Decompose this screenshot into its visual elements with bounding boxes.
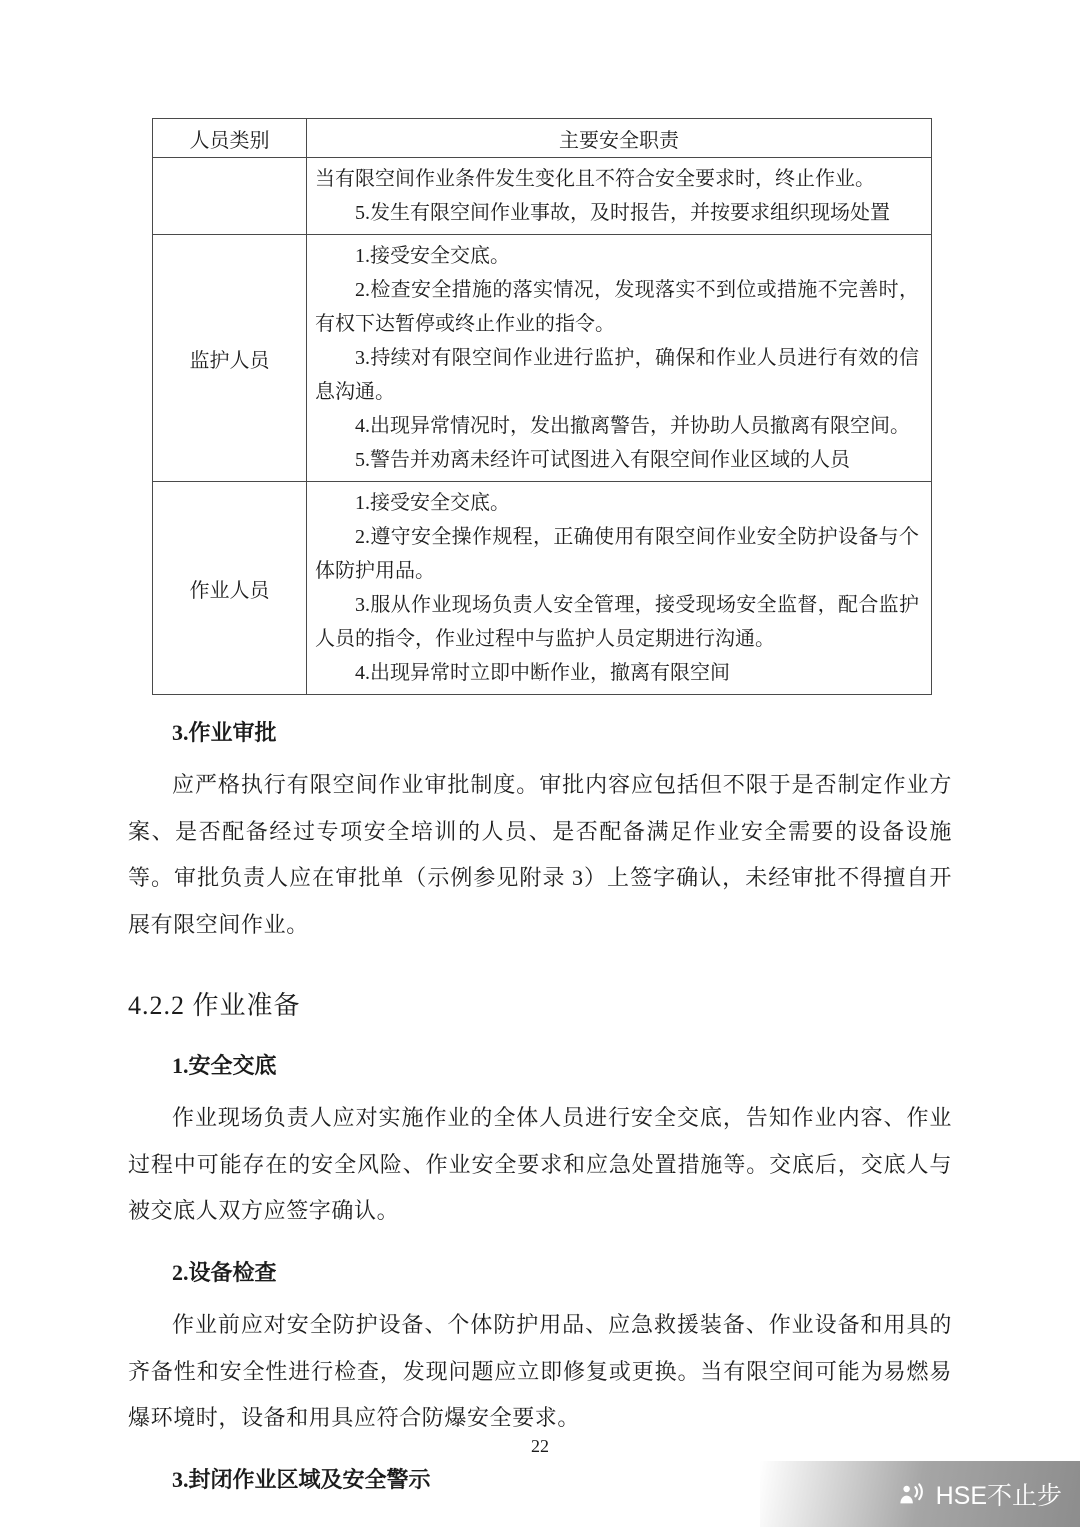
approval-paragraph: 应严格执行有限空间作业审批制度。审批内容应包括但不限于是否制定作业方案、是否配备经过专项安全培训的人员、是否配备满足作业安全需要的设备设施等。审批负责人应在审批单（示例参见附录 3）上签字确认，未经审批不得擅自开展有限空间作业。 bbox=[128, 772, 952, 938]
section-heading-4-2-2: 4.2.2 作业准备 bbox=[128, 990, 301, 1020]
safety-briefing-heading: 1.安全交底 bbox=[172, 1052, 277, 1078]
safety-briefing-paragraph: 作业现场负责人应对实施作业的全体人员进行安全交底，告知作业内容、作业过程中可能存在的安全风险、作业安全要求和应急处置措施等。交底后，交底人与被交底人双方应签字确认。 bbox=[128, 1104, 952, 1224]
watermark-text: HSE不止步 bbox=[935, 1482, 1062, 1510]
equipment-check-paragraph: 作业前应对安全防护设备、个体防护用品、应急救援装备、作业设备和用具的齐备性和安全性进行检查，发现问题应立即修复或更换。当有限空间可能为易燃易爆环境时，设备和用具应符合防爆安全要求。 bbox=[128, 1311, 952, 1431]
duty-item: 1.接受安全交底。 bbox=[355, 245, 510, 267]
duties-cell bbox=[307, 158, 932, 235]
duty-item: 3.持续对有限空间作业进行监护，确保和作业人员进行有效的信息沟通。 bbox=[315, 347, 919, 403]
duty-item: 4.出现异常时立即中断作业，撤离有限空间 bbox=[355, 662, 730, 684]
table-row bbox=[153, 482, 932, 695]
duty-item: 当有限空间作业条件发生变化且不符合安全要求时，终止作业。 bbox=[315, 168, 875, 190]
category-cell bbox=[153, 158, 307, 235]
equipment-check-heading: 2.设备检查 bbox=[172, 1259, 277, 1285]
duty-item: 5.发生有限空间作业事故，及时报告，并按要求组织现场处置 bbox=[355, 202, 890, 224]
page-number: 22 bbox=[531, 1436, 549, 1456]
duty-item: 2.检查安全措施的落实情况，发现落实不到位或措施不完善时，有权下达暂停或终止作业的指令。 bbox=[315, 279, 919, 335]
table-header-row bbox=[153, 119, 932, 158]
page-content bbox=[128, 118, 952, 1509]
hse-logo-icon bbox=[896, 1479, 926, 1509]
table-row bbox=[153, 235, 932, 482]
category-cell: 监护人员 bbox=[153, 235, 307, 482]
duty-item: 5.警告并劝离未经许可试图进入有限空间作业区域的人员 bbox=[355, 449, 850, 471]
category-cell: 作业人员 bbox=[153, 482, 307, 695]
duties-cell bbox=[307, 482, 932, 695]
closed-area-heading: 3.封闭作业区域及安全警示 bbox=[172, 1466, 431, 1492]
duties-table bbox=[152, 118, 932, 695]
duty-item: 4.出现异常情况时，发出撤离警告，并协助人员撤离有限空间。 bbox=[355, 415, 910, 437]
col-header-duties: 主要安全职责 bbox=[307, 119, 932, 158]
duty-item: 2.遵守安全操作规程，正确使用有限空间作业安全防护设备与个体防护用品。 bbox=[315, 526, 919, 582]
duty-item: 3.服从作业现场负责人安全管理，接受现场安全监督，配合监护人员的指令，作业过程中与监护人员定期进行沟通。 bbox=[315, 594, 919, 650]
table-row bbox=[153, 158, 932, 235]
approval-heading: 3.作业审批 bbox=[172, 720, 277, 745]
hse-watermark bbox=[760, 1461, 1080, 1527]
duty-item: 1.接受安全交底。 bbox=[355, 492, 510, 514]
duties-cell bbox=[307, 235, 932, 482]
col-header-category: 人员类别 bbox=[153, 119, 307, 158]
